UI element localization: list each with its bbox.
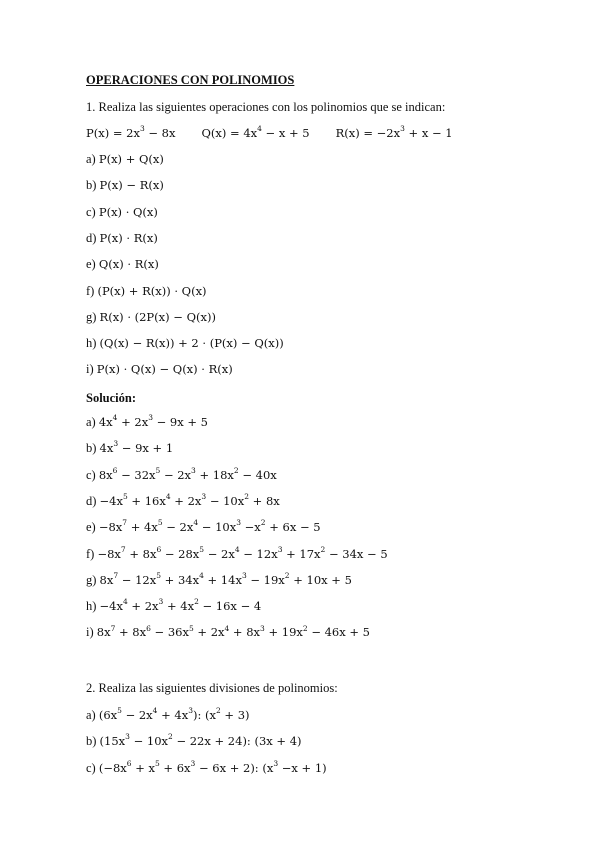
polynomial-p: $P(x) = 2x^3 - 8x$ <box>86 124 176 140</box>
item-expression: $-4x^5 + 16x^4 + 2x^3 - 10x^2 + 8x$ <box>99 492 280 508</box>
item-expression: $(6x^5 - 2x^4 + 4x^3)$: $(x^2 + 3)$ <box>98 706 250 722</box>
item-expression: P(x) · Q(x) − Q(x) · R(x) <box>96 362 233 377</box>
operation-item <box>86 361 233 377</box>
item-label: f) <box>86 283 98 298</box>
solution-item <box>86 414 208 430</box>
division-item <box>86 733 302 749</box>
item-expression: $(15x^3 - 10x^2 - 22x + 24)$: (3x + 4) <box>99 732 302 749</box>
item-label: i) <box>86 625 97 640</box>
operation-item <box>86 230 158 246</box>
solution-item <box>86 493 280 509</box>
item-label: h) <box>86 599 100 614</box>
page-title: OPERACIONES CON POLINOMIOS <box>86 73 295 87</box>
solution-item <box>86 467 277 483</box>
operation-item <box>86 177 164 193</box>
operation-item <box>86 309 216 325</box>
exercise-2-heading: 2. Realiza las siguientes divisiones de polinomios: <box>86 681 338 695</box>
item-expression: $-8x^7 + 4x^5 - 2x^4 - 10x^3 -x^2 + 6x - 5$ <box>98 518 321 535</box>
item-label: d) <box>86 230 100 245</box>
operation-item <box>86 204 158 220</box>
item-label: g) <box>86 572 100 587</box>
item-expression: R(x) · (2P(x) − Q(x)) <box>99 309 216 324</box>
item-expression: (P(x) + R(x)) · Q(x) <box>97 283 207 298</box>
item-label: h) <box>86 336 100 351</box>
polynomial-q: $Q(x) = 4x^4 - x + 5$ <box>201 124 310 140</box>
item-label: i) <box>86 362 97 377</box>
item-expression: $-8x^7 + 8x^6 - 28x^5 - 2x^4 - 12x^3 + 17x^2 - 34x - 5$ <box>97 544 388 561</box>
operation-item <box>86 256 159 272</box>
item-label: c) <box>86 760 99 775</box>
solution-item <box>86 572 352 588</box>
item-expression: $4x^3 - 9x + 1$ <box>99 439 174 456</box>
item-label: a) <box>86 415 99 429</box>
item-label: b) <box>86 178 100 193</box>
item-label: f) <box>86 546 98 561</box>
division-item <box>86 707 250 723</box>
item-expression: P(x) · R(x) <box>99 230 158 245</box>
solution-item <box>86 624 370 640</box>
item-expression: $(-8x^6 + x^5 + 6x^3 - 6x + 2)$: $(x^3 -x + 1)$ <box>98 758 327 775</box>
item-label: d) <box>86 493 100 508</box>
item-expression: P(x) + Q(x) <box>98 152 164 166</box>
item-expression: $8x^7 + 8x^6 - 36x^5 + 2x^4 + 8x^3 + 19x^2 - 46x + 5$ <box>96 623 371 640</box>
solution-item <box>86 519 321 535</box>
item-expression: (Q(x) − R(x)) + 2 · (P(x) − Q(x)) <box>99 336 284 351</box>
item-label: c) <box>86 467 99 482</box>
item-expression: $8x^7 - 12x^5 + 34x^4 + 14x^3 - 19x^2 + 10x + 5$ <box>99 570 352 587</box>
operation-item <box>86 335 284 351</box>
polynomial-definitions <box>86 125 453 141</box>
item-expression: P(x) · Q(x) <box>98 204 158 219</box>
item-label: e) <box>86 520 99 535</box>
solution-heading: Solución: <box>86 391 137 405</box>
solution-item <box>86 598 261 614</box>
item-label: b) <box>86 734 100 749</box>
item-expression: P(x) − R(x) <box>99 178 164 193</box>
solution-item <box>86 440 173 456</box>
item-label: e) <box>86 257 99 272</box>
exercise-1-heading: 1. Realiza las siguientes operaciones con los polinomios que se indican: <box>86 100 446 114</box>
item-expression: $4x^4 + 2x^3 - 9x + 5$ <box>98 413 208 429</box>
item-label: g) <box>86 309 100 324</box>
operation-item <box>86 283 207 299</box>
item-expression: $-4x^4 + 2x^3 + 4x^2 - 16x - 4$ <box>99 597 262 614</box>
item-expression: $8x^6 - 32x^5 - 2x^3 + 18x^2 - 40x$ <box>98 465 277 482</box>
item-expression: Q(x) · R(x) <box>98 257 159 272</box>
item-label: a) <box>86 708 99 722</box>
division-item <box>86 760 327 776</box>
item-label: b) <box>86 441 100 456</box>
item-label: c) <box>86 204 99 219</box>
operation-item <box>86 151 164 167</box>
item-label: a) <box>86 152 99 166</box>
polynomial-r: $R(x) = -2x^3 + x - 1$ <box>335 124 453 140</box>
solution-item <box>86 546 388 562</box>
